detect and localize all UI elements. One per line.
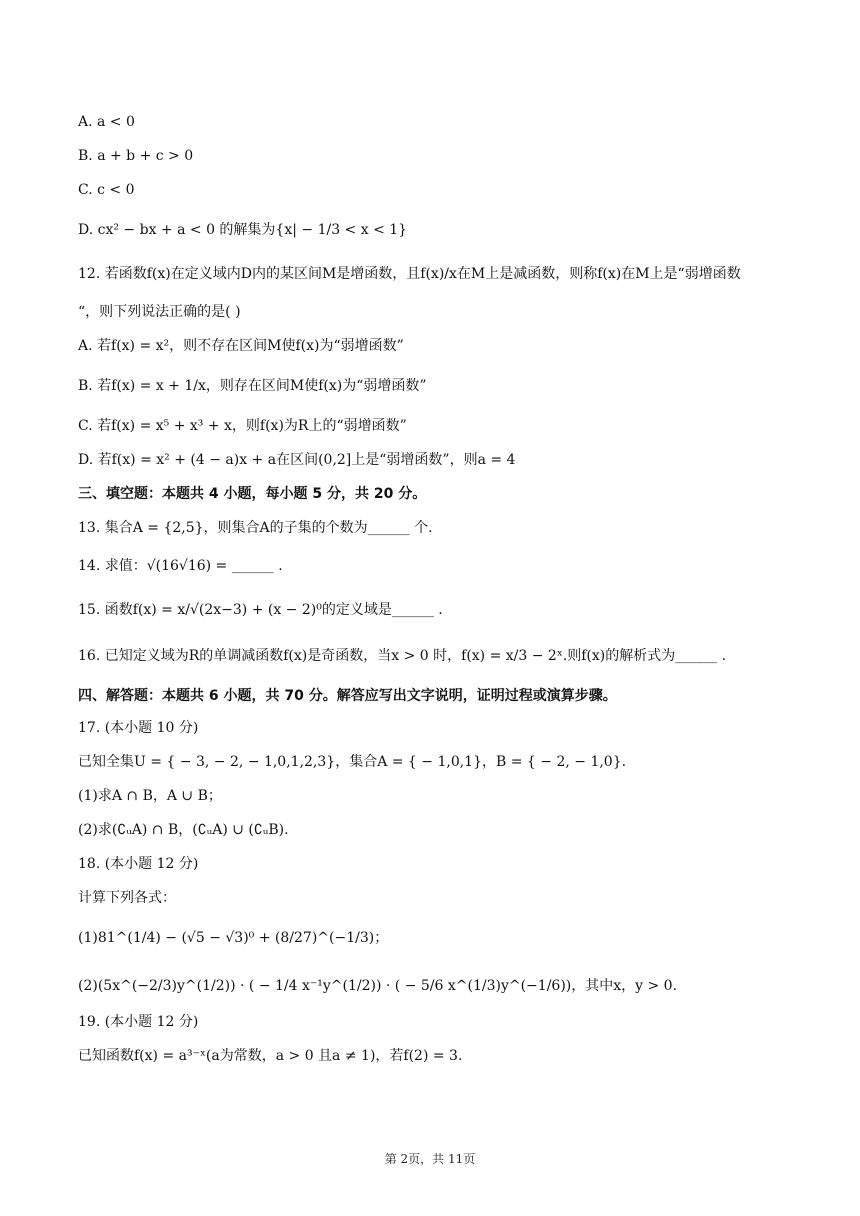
option-11-b: B. a + b + c > 0 xyxy=(78,148,194,164)
question-15: 15. 函数f(x) = x/√(2x−3) + (x − 2)⁰的定义域是______ . xyxy=(78,602,443,618)
question-18-part-1: (1)81^(1/4) − (√5 − √3)⁰ + (8/27)^(−1/3)； xyxy=(78,930,389,946)
question-14: 14. 求值：√(16√16) = ______ . xyxy=(78,558,283,574)
question-17-part-1: (1)求A ∩ B，A ∪ B； xyxy=(78,788,222,804)
question-17-part-2: (2)求(∁ᵤA) ∩ B，(∁ᵤA) ∪ (∁ᵤB). xyxy=(78,822,289,838)
question-12-stem: 12. 若函数f(x)在定义域内D内的某区间M是增函数，且f(x)/x在M上是减函数，则称f(x)在M上是“弱增函数 xyxy=(78,266,741,282)
option-11-c: C. c < 0 xyxy=(78,182,135,198)
question-16: 16. 已知定义域为R的单调减函数f(x)是奇函数，当x > 0 时，f(x) = x/3 − 2ˣ.则f(x)的解析式为______ . xyxy=(78,648,727,664)
question-12-stem-cont: “，则下列说法正确的是( ) xyxy=(78,304,241,320)
option-12-d: D. 若f(x) = x² + (4 − a)x + a在区间(0,2]上是“弱增函数”，则a = 4 xyxy=(78,452,516,468)
question-18-part-2: (2)(5x^(−2/3)y^(1/2)) · ( − 1/4 x⁻¹y^(1/2)) · ( − 5/6 x^(1/3)y^(−1/6))，其中x，y > 0. xyxy=(78,978,678,994)
question-17-title: 17. (本小题 10 分) xyxy=(78,720,199,736)
section-3-heading: 三、填空题：本题共 4 小题，每小题 5 分，共 20 分。 xyxy=(78,486,427,502)
option-12-b: B. 若f(x) = x + 1/x，则存在区间M使f(x)为“弱增函数” xyxy=(78,378,427,394)
option-11-a: A. a < 0 xyxy=(78,114,135,130)
question-19-stem: 已知函数f(x) = a³⁻ˣ(a为常数，a > 0 且a ≠ 1)，若f(2) = 3. xyxy=(78,1048,463,1064)
page-footer: 第 2页，共 11页 xyxy=(384,1152,476,1166)
question-13: 13. 集合A = {2,5}，则集合A的子集的个数为______ 个. xyxy=(78,520,433,536)
question-17-stem: 已知全集U = { − 3, − 2, − 1,0,1,2,3}，集合A = { − 1,0,1}，B = { − 2, − 1,0}. xyxy=(78,754,627,770)
question-19-title: 19. (本小题 12 分) xyxy=(78,1014,199,1030)
question-18-stem: 计算下列各式： xyxy=(78,890,176,906)
option-12-a: A. 若f(x) = x²，则不存在区间M使f(x)为“弱增函数” xyxy=(78,338,404,354)
question-18-title: 18. (本小题 12 分) xyxy=(78,856,199,872)
option-11-d: D. cx² − bx + a < 0 的解集为{x| − 1/3 < x < 1} xyxy=(78,222,408,238)
option-12-c: C. 若f(x) = x⁵ + x³ + x，则f(x)为R上的“弱增函数” xyxy=(78,418,407,434)
section-4-heading: 四、解答题：本题共 6 小题，共 70 分。解答应写出文字说明，证明过程或演算步骤。 xyxy=(78,688,617,704)
